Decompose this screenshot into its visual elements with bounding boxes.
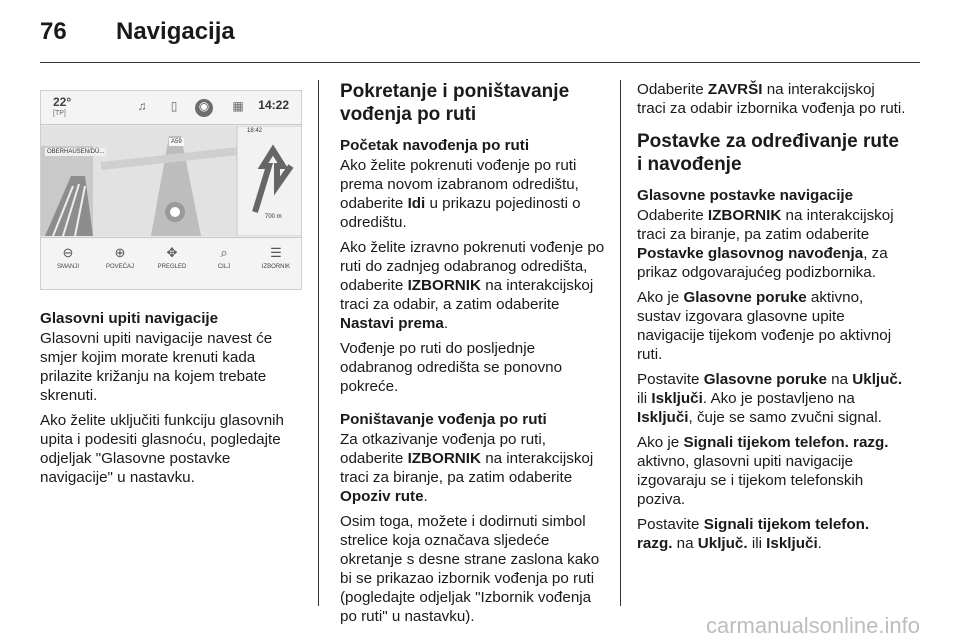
start-guidance-heading: Početak navođenja po ruti — [340, 137, 530, 154]
start-paragraph-3: Vođenje po ruti do posljednje odabranog odredišta se ponovno pokreće. — [340, 340, 563, 395]
phone-icon: ▯ — [170, 99, 178, 113]
figure-city-label: OBERHAUSEN/DÜ... — [47, 149, 105, 155]
zoom-in-icon: ⊕ — [114, 245, 126, 260]
figure-zoom-out: ⊖ SMANJI — [43, 244, 93, 270]
figure-top-bar — [41, 91, 302, 125]
figure-interaction-bar — [41, 237, 302, 290]
figure-distance: 700 m — [265, 214, 282, 220]
figure-overview: ✥ PREGLED — [147, 244, 197, 270]
page-number: 76 — [40, 18, 67, 45]
column-2 — [340, 80, 606, 632]
voice-prompts-heading: Glasovni upiti navigacije — [40, 310, 219, 327]
voice-prompts-paragraph-2: Ako želite uključiti funkciju glasovnih upita i podesiti glasnoću, pogledajte odjeljak "Glasovne postavke navigacije" u nastavku. — [40, 412, 284, 486]
column-1 — [40, 309, 306, 493]
figure-road-label: A59 — [171, 139, 182, 145]
figure-clock: 14:22 — [258, 98, 289, 112]
navigation-screen-figure — [40, 90, 302, 290]
voice-settings-heading: Glasovne postavke navigacije — [637, 187, 854, 204]
start-paragraph-1: Ako želite pokrenuti vođenje po ruti prema novom izabranom odredištu, odaberite Idi u prikazu pojedinosti o odredištu. — [340, 157, 581, 231]
destination-icon: ⌕ — [220, 245, 228, 260]
figure-menu: ☰ IZBORNIK — [251, 244, 301, 270]
music-icon: ♫ — [137, 99, 147, 113]
header-rule — [40, 62, 920, 63]
voice-settings-paragraph-2: Ako je Glasovne poruke aktivno, sustav izgovara glasovne upite navigacije tijekom vođenje po aktivnoj ruti. — [637, 289, 892, 363]
cancel-guidance-heading: Poništavanje vođenja po ruti — [340, 411, 547, 428]
cancel-paragraph-2: Osim toga, možete i dodirnuti simbol strelice koja označava sljedeće okretanje s desne strane zaslona kako bi se prikazao izbornik vođenja po ruti (pogledajte odjeljak "Izbornik vođenja po ruti" u nastavku). — [340, 513, 600, 625]
figure-tp: [TP] — [53, 110, 66, 117]
nav-icon: ◉ — [195, 99, 213, 117]
overview-icon: ✥ — [166, 245, 178, 260]
chapter-title: Navigacija — [116, 18, 235, 45]
figure-zoom-in: ⊕ POVEĆAJ — [95, 244, 145, 270]
start-cancel-title: Pokretanje i poništavanje vođenja po ruti — [340, 81, 570, 125]
voice-prompts-paragraph-1: Glasovni upiti navigacije navest će smjer kojim morate krenuti kada prilazite križanju na kojem trebate skrenuti. — [40, 330, 273, 404]
voice-settings-paragraph-4: Ako je Signali tijekom telefon. razg. aktivno, glasovni upiti navigacije izgovaraju se i tijekom telefonskih poziva. — [637, 434, 889, 508]
column-divider — [620, 80, 621, 606]
page-header — [40, 16, 920, 60]
voice-settings-paragraph-5: Postavite Signali tijekom telefon. razg. na Uključ. ili Isključi. — [637, 516, 870, 552]
voice-settings-paragraph-3: Postavite Glasovne poruke na Uključ. ili Isključi. Ako je postavljeno na Isključi, čuje se samo zvučni signal. — [637, 371, 903, 426]
finish-paragraph: Odaberite ZAVRŠI na interakcijskoj traci za odabir izbornika vođenja po ruti. — [637, 81, 906, 117]
figure-destination: ⌕ CILJ — [199, 244, 249, 270]
cancel-paragraph-1: Za otkazivanje vođenja po ruti, odaberite IZBORNIK na interakcijskoj traci za biranje, pa zatim odaberite Opoziv rute. — [340, 431, 594, 505]
voice-settings-paragraph-1: Odaberite IZBORNIK na interakcijskoj traci za biranje, pa zatim odaberite Postavke glasovnog navođenja, za prikaz odgovarajućeg podizbornika. — [637, 207, 894, 281]
menu-icon: ☰ — [270, 245, 282, 260]
watermark: carmanualsonline.info — [705, 613, 920, 638]
start-paragraph-2: Ako želite izravno pokrenuti vođenje po ruti do zadnjeg odabranog odredišta, odaberite IZBORNIK na interakcijskoj traci za odabir, a zatim odaberite Nastavi prema. — [340, 239, 605, 332]
figure-temperature: 22° — [53, 95, 72, 109]
figure-eta: 18:42 — [247, 128, 263, 134]
route-settings-title: Postavke za određivanje rute i navođenje — [637, 131, 899, 175]
column-3 — [637, 80, 907, 559]
zoom-out-icon: ⊖ — [62, 245, 74, 260]
apps-icon: ▦ — [232, 99, 244, 113]
figure-map — [41, 126, 302, 236]
column-divider — [318, 80, 319, 606]
